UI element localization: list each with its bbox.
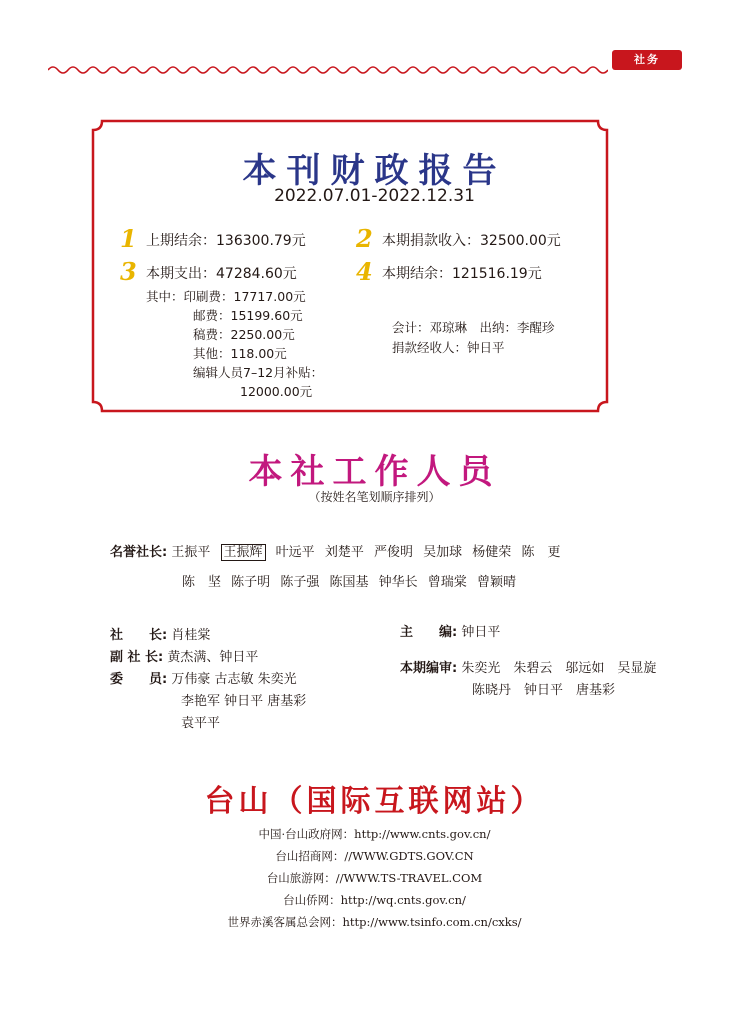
detail-royalty: 稿费：2250.00元 — [193, 327, 295, 342]
members-row-3: 袁平平 — [181, 716, 221, 731]
issue-editors-names: 朱奕光 朱碧云 邬远如 吴显旋 — [461, 661, 657, 676]
expenditure: 本期支出：47284.60元 — [146, 266, 297, 282]
issue-editors-row — [400, 657, 656, 676]
section-tag: 社务 — [612, 50, 682, 70]
staff-name: 王振辉 — [221, 544, 266, 561]
staff-subtitle: （按姓名笔划顺序排列） — [308, 490, 441, 504]
members-row-2: 李艳军 钟日平 唐基彩 — [181, 694, 307, 709]
president-label: 社 长: — [110, 628, 168, 643]
website-link[interactable]: 中国·台山政府网：http://www.cnts.gov.cn/ — [258, 827, 491, 841]
donation-receiver: 捐款经收人：钟日平 — [392, 340, 505, 355]
detail-other: 其他：118.00元 — [193, 346, 287, 361]
members-names: 万伟豪 古志敏 朱奕光 — [171, 672, 297, 687]
item-number: 2 — [356, 224, 373, 253]
website-link[interactable]: 世界赤溪客属总会网：http://www.tsinfo.com.cn/cxks/ — [227, 915, 522, 929]
detail-postage: 邮费：15199.60元 — [193, 308, 303, 323]
staff-name: 叶远平 — [275, 545, 315, 560]
header-wave-rule — [48, 64, 608, 76]
finance-period: 2022.07.01-2022.12.31 — [274, 186, 475, 206]
staff-name: 杨健荣 — [472, 545, 512, 560]
website-link[interactable]: 台山侨网：http://wq.cnts.gov.cn/ — [283, 893, 466, 907]
previous-balance: 上期结余：136300.79元 — [146, 233, 306, 249]
honorary-label: 名誉社长: — [110, 545, 168, 560]
item-number: 4 — [356, 257, 373, 286]
current-balance: 本期结余：121516.19元 — [382, 266, 542, 282]
donation-income: 本期捐款收入：32500.00元 — [382, 233, 561, 249]
issue-editors-label: 本期编审: — [400, 661, 458, 676]
staff-name: 陈子明 — [231, 575, 271, 590]
staff-name: 陈子强 — [280, 575, 320, 590]
vice-president-row — [110, 646, 258, 665]
website-link[interactable]: 台山旅游网：//WWW.TS-TRAVEL.COM — [266, 871, 483, 885]
item-number: 3 — [120, 257, 137, 286]
website-link[interactable]: 台山招商网：//WWW.GDTS.GOV.CN — [275, 849, 474, 863]
detail-printing: 其中：印刷费：17717.00元 — [146, 289, 306, 304]
members-label: 委 员: — [110, 672, 168, 687]
staff-name: 钟华长 — [378, 575, 418, 590]
staff-name: 陈 更 — [521, 545, 561, 560]
staff-name: 曾瑞棠 — [427, 575, 467, 590]
vice-president-label: 副 社 长: — [110, 650, 164, 665]
staff-title: 本社工作人员 — [248, 452, 501, 492]
president-row — [110, 624, 210, 643]
editor-label: 主 编: — [400, 625, 458, 640]
honorary-row-2 — [182, 571, 522, 590]
editor-row — [400, 621, 500, 640]
websites-title: 台山（国际互联网站） — [204, 784, 545, 819]
issue-editors-row-2: 陈晓丹 钟日平 唐基彩 — [472, 683, 616, 698]
detail-editor-subsidy-label: 编辑人员7–12月补贴： — [193, 365, 324, 380]
staff-name: 陈 坚 — [182, 575, 222, 590]
staff-name: 王振平 — [171, 545, 211, 560]
staff-name: 刘楚平 — [324, 545, 364, 560]
editor-name: 钟日平 — [461, 625, 501, 640]
staff-name: 吴加球 — [423, 545, 463, 560]
staff-name: 严俊明 — [373, 545, 413, 560]
staff-name: 曾颖晴 — [476, 575, 516, 590]
president-name: 肖桂棠 — [171, 628, 211, 643]
vice-president-names: 黄杰满、钟日平 — [167, 650, 259, 665]
detail-editor-subsidy-amount: 12000.00元 — [240, 384, 313, 399]
finance-title: 本刊财政报告 — [242, 151, 507, 191]
members-row — [110, 668, 297, 687]
item-number: 1 — [120, 224, 137, 253]
honorary-row-1 — [110, 541, 566, 560]
accountant-cashier: 会计：邓琼琳 出纳：李醒珍 — [392, 320, 555, 335]
staff-name: 陈国基 — [329, 575, 369, 590]
